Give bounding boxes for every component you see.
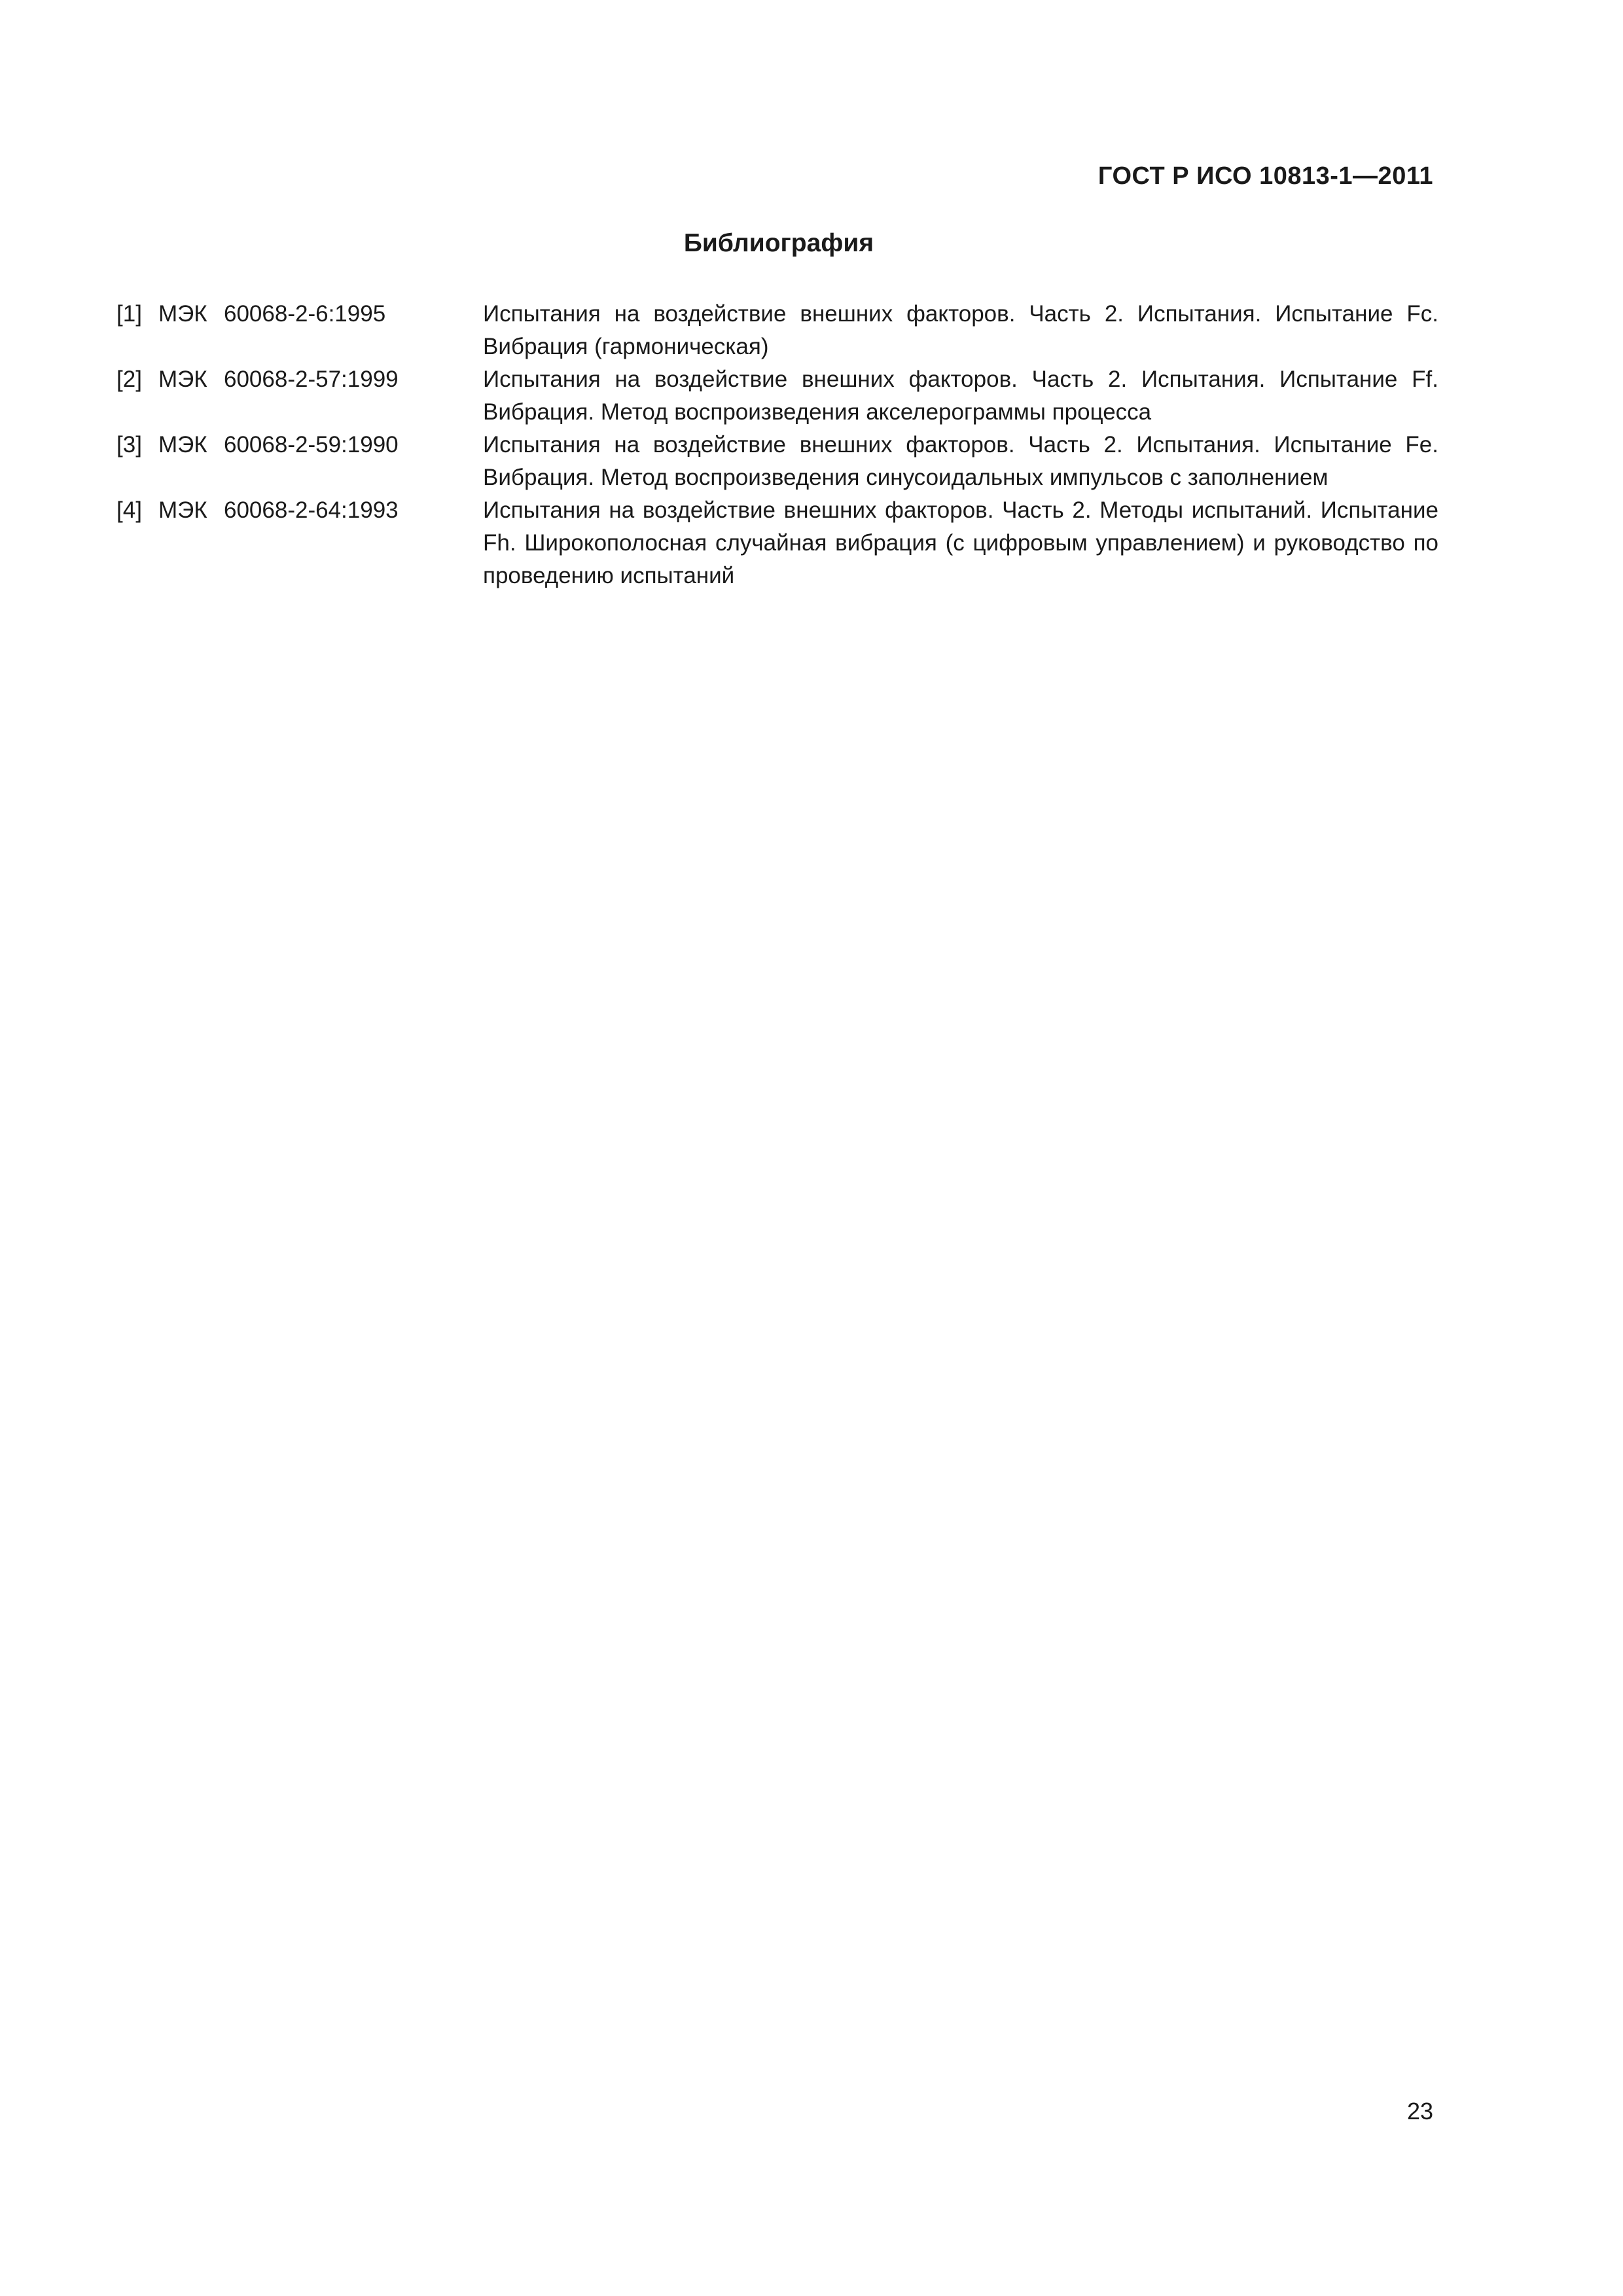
- entry-reference: [116, 363, 483, 396]
- entry-standard: 60068-2-59:1990: [224, 432, 399, 457]
- entry-number: [1]: [116, 301, 142, 327]
- entry-organization: МЭК: [158, 497, 207, 523]
- entry-organization: МЭК: [158, 432, 207, 457]
- document-code: ГОСТ Р ИСО 10813-1—2011: [1097, 162, 1433, 190]
- entry-reference: [116, 429, 483, 461]
- entry-number: [4]: [116, 497, 142, 523]
- bibliography-entry: [116, 298, 1438, 363]
- bibliography-entry: [116, 494, 1438, 592]
- entry-title: Испытания на воздействие внешних факторов. Часть 2. Испытания. Испытание Fc. Вибрация (гармоническая): [483, 301, 1438, 359]
- section-title: Библиография: [683, 229, 874, 257]
- entry-standard: 60068-2-57:1999: [224, 367, 399, 392]
- entry-standard: 60068-2-64:1993: [224, 497, 399, 523]
- entry-standard: 60068-2-6:1995: [224, 301, 386, 327]
- entry-title: Испытания на воздействие внешних факторов. Часть 2. Методы испытаний. Испытание Fh. Широкополосная случайная вибрация (с цифровым управлением) и руководство по проведению испытаний: [483, 497, 1438, 588]
- entry-organization: МЭК: [158, 301, 207, 327]
- bibliography-list: [116, 298, 1438, 592]
- bibliography-entry: [116, 363, 1438, 429]
- entry-title: Испытания на воздействие внешних факторов. Часть 2. Испытания. Испытание Ff. Вибрация. Метод воспроизведения акселерограммы процесса: [483, 367, 1438, 425]
- entry-organization: МЭК: [158, 367, 207, 392]
- entry-number: [2]: [116, 367, 142, 392]
- entry-title: Испытания на воздействие внешних факторов. Часть 2. Испытания. Испытание Fe. Вибрация. Метод воспроизведения синусоидальных импульсов с заполнением: [483, 432, 1438, 490]
- entry-reference: [116, 298, 483, 331]
- entry-number: [3]: [116, 432, 142, 457]
- entry-reference: [116, 494, 483, 527]
- page-number: 23: [1406, 2098, 1433, 2125]
- bibliography-entry: [116, 429, 1438, 494]
